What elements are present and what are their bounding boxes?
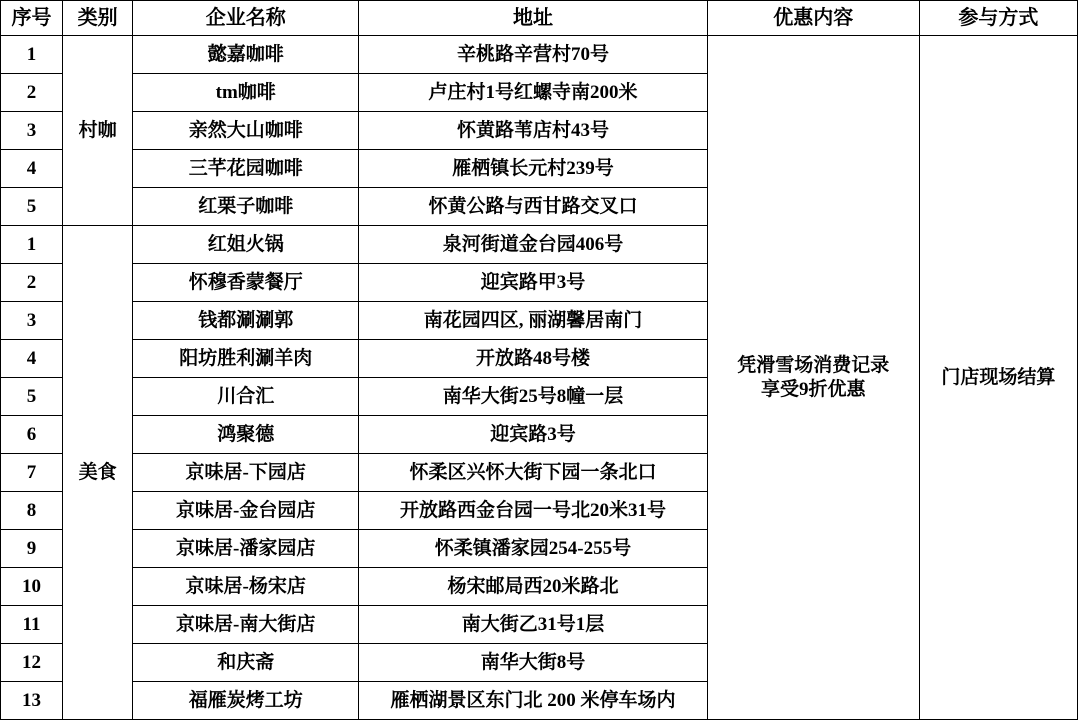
cell-address: 开放路48号楼 <box>359 340 707 378</box>
cell-company: 京味居-潘家园店 <box>133 530 359 568</box>
cell-company: tm咖啡 <box>133 74 359 112</box>
cell-company: 京味居-下园店 <box>133 454 359 492</box>
cell-address: 怀柔区兴怀大街下园一条北口 <box>359 454 707 492</box>
cell-address: 南华大街25号8幢一层 <box>359 378 707 416</box>
cell-address: 雁栖湖景区东门北 200 米停车场内 <box>359 682 707 720</box>
cell-company: 鸿聚德 <box>133 416 359 454</box>
table-body <box>1 36 1078 720</box>
cell-promo <box>707 36 919 720</box>
cell-index: 4 <box>1 150 63 188</box>
cell-index: 9 <box>1 530 63 568</box>
cell-index: 10 <box>1 568 63 606</box>
column-header-join: 参与方式 <box>919 1 1077 36</box>
cell-index: 6 <box>1 416 63 454</box>
cell-address: 卢庄村1号红螺寺南200米 <box>359 74 707 112</box>
cell-address: 南花园四区, 丽湖馨居南门 <box>359 302 707 340</box>
cell-index: 5 <box>1 378 63 416</box>
cell-company: 三芊花园咖啡 <box>133 150 359 188</box>
cell-index: 7 <box>1 454 63 492</box>
cell-category: 村咖 <box>63 36 133 226</box>
cell-address: 雁栖镇长元村239号 <box>359 150 707 188</box>
cell-address: 开放路西金台园一号北20米31号 <box>359 492 707 530</box>
cell-address: 泉河街道金台园406号 <box>359 226 707 264</box>
table-header-row <box>1 1 1078 36</box>
column-header-promo: 优惠内容 <box>707 1 919 36</box>
cell-index: 3 <box>1 302 63 340</box>
promo-line-2: 享受9折优惠 <box>760 378 866 400</box>
cell-company: 怀穆香蒙餐厅 <box>133 264 359 302</box>
cell-index: 2 <box>1 74 63 112</box>
column-header-index: 序号 <box>1 1 63 36</box>
column-header-category: 类别 <box>63 1 133 36</box>
cell-category: 美食 <box>63 226 133 720</box>
cell-join: 门店现场结算 <box>919 36 1077 720</box>
cell-address: 怀黄路苇店村43号 <box>359 112 707 150</box>
cell-address: 迎宾路甲3号 <box>359 264 707 302</box>
cell-company: 福雁炭烤工坊 <box>133 682 359 720</box>
cell-company: 京味居-杨宋店 <box>133 568 359 606</box>
cell-address: 杨宋邮局西20米路北 <box>359 568 707 606</box>
column-header-company: 企业名称 <box>133 1 359 36</box>
cell-company: 阳坊胜利涮羊肉 <box>133 340 359 378</box>
cell-address: 怀黄公路与西甘路交叉口 <box>359 188 707 226</box>
cell-company: 京味居-南大街店 <box>133 606 359 644</box>
cell-address: 迎宾路3号 <box>359 416 707 454</box>
cell-index: 12 <box>1 644 63 682</box>
cell-index: 8 <box>1 492 63 530</box>
cell-company: 京味居-金台园店 <box>133 492 359 530</box>
cell-index: 11 <box>1 606 63 644</box>
cell-company: 红姐火锅 <box>133 226 359 264</box>
cell-company: 红栗子咖啡 <box>133 188 359 226</box>
cell-index: 5 <box>1 188 63 226</box>
cell-index: 3 <box>1 112 63 150</box>
cell-index: 1 <box>1 226 63 264</box>
cell-index: 1 <box>1 36 63 74</box>
cell-address: 辛桃路辛营村70号 <box>359 36 707 74</box>
column-header-address: 地址 <box>359 1 707 36</box>
cell-company: 懿嘉咖啡 <box>133 36 359 74</box>
cell-company: 钱都涮涮郭 <box>133 302 359 340</box>
table-row <box>1 36 1078 74</box>
cell-address: 怀柔镇潘家园254-255号 <box>359 530 707 568</box>
cell-index: 13 <box>1 682 63 720</box>
cell-address: 南华大街8号 <box>359 644 707 682</box>
cell-company: 亲然大山咖啡 <box>133 112 359 150</box>
cell-company: 川合汇 <box>133 378 359 416</box>
promo-line-1: 凭滑雪场消费记录 <box>737 354 890 376</box>
cell-index: 4 <box>1 340 63 378</box>
cell-index: 2 <box>1 264 63 302</box>
cell-company: 和庆斋 <box>133 644 359 682</box>
cell-address: 南大街乙31号1层 <box>359 606 707 644</box>
